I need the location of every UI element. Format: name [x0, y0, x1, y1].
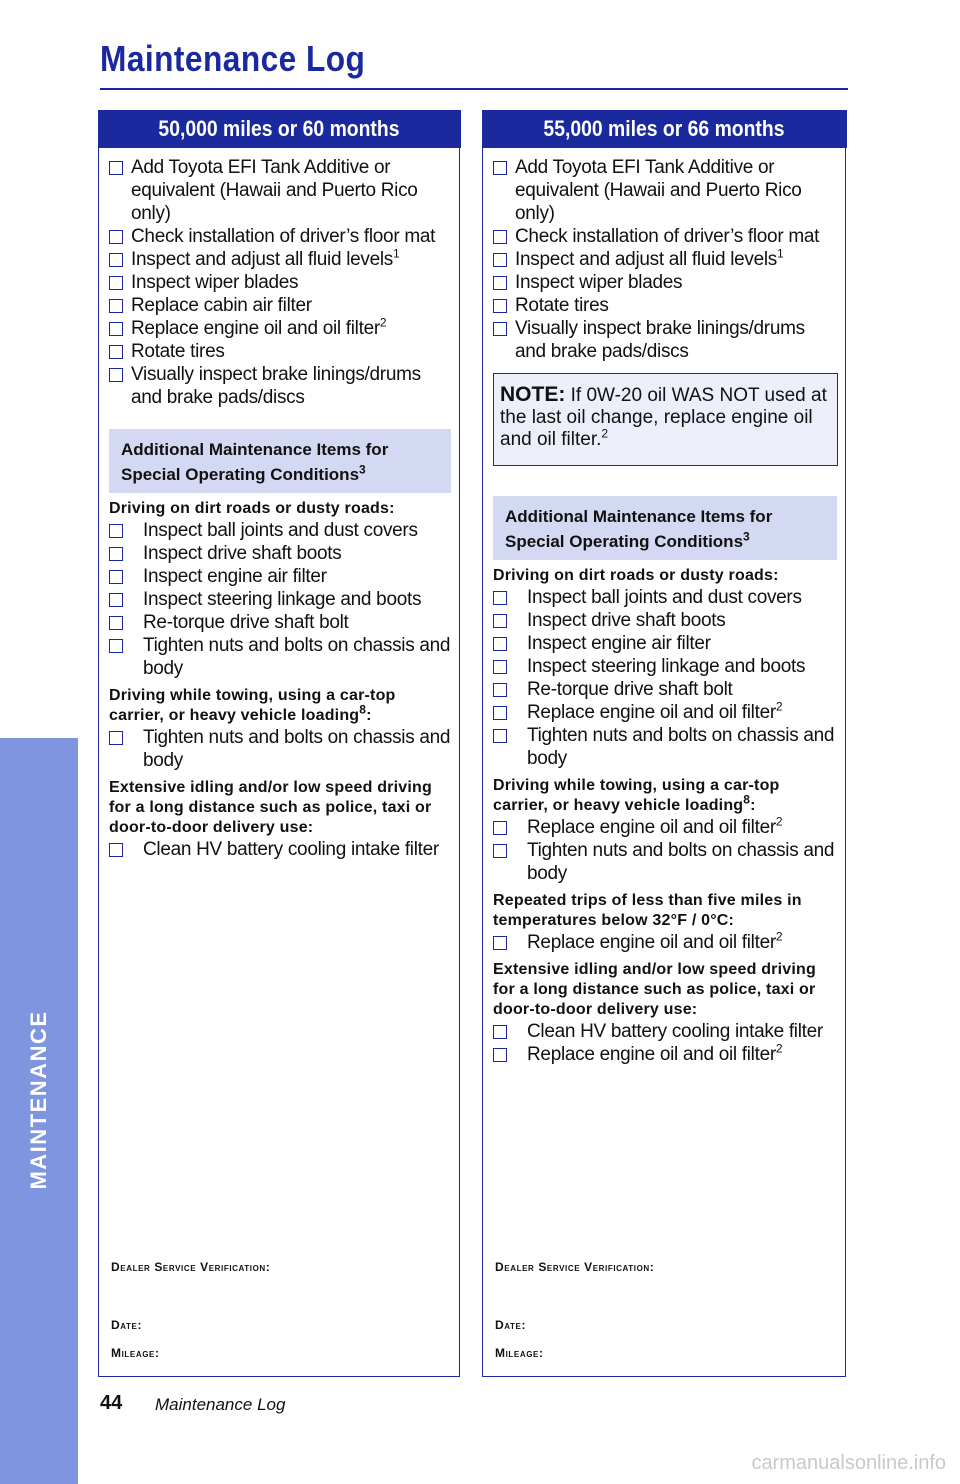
right-task-list — [493, 156, 837, 363]
left-mileage-label: Mileage: — [111, 1346, 160, 1360]
condition-task-list — [109, 838, 451, 861]
condition-heading: Driving while towing, using a car-top carrier, or heavy vehicle loading$^8$: — [493, 777, 780, 814]
checklist-item — [109, 340, 451, 363]
checkbox[interactable] — [109, 639, 123, 653]
checklist-item — [493, 609, 837, 632]
checkbox[interactable] — [493, 844, 507, 858]
checklist-item — [109, 519, 451, 542]
checklist-item-text: Replace engine oil and oil filter — [527, 702, 776, 723]
checklist-item — [109, 294, 451, 317]
condition-heading: Driving while towing, using a car-top carrier, or heavy vehicle loading$^8$: — [109, 687, 396, 724]
checkbox[interactable] — [493, 253, 507, 267]
right-date-label: Date: — [495, 1318, 527, 1332]
title-rule — [100, 88, 848, 90]
checklist-item-text: Tighten nuts and bolts on chassis and body — [527, 840, 835, 884]
right-conditions — [493, 566, 837, 1066]
checkbox[interactable] — [109, 161, 123, 175]
checkbox[interactable] — [109, 322, 123, 336]
left-dealer-verification: Dealer Service Verification: — [111, 1260, 271, 1274]
checkbox[interactable] — [493, 230, 507, 244]
checklist-item-text: Visually inspect brake linings/drums and brake pads/discs — [515, 318, 805, 362]
checklist-item — [109, 565, 451, 588]
page-title: Maintenance Log — [100, 38, 366, 79]
checkbox[interactable] — [493, 637, 507, 651]
checklist-item-text: Re-torque drive shaft bolt — [143, 612, 349, 633]
condition-task-list — [493, 1020, 837, 1066]
left-additional-items-box: Additional Maintenance Items for Special Operating Conditions$^3$ — [109, 429, 451, 493]
checklist-item — [493, 632, 837, 655]
checkbox[interactable] — [493, 1048, 507, 1062]
checklist-item-text: Add Toyota EFI Tank Additive or equivalent (Hawaii and Puerto Rico only) — [131, 157, 418, 224]
checklist-item — [493, 271, 837, 294]
checklist-item-text: Replace cabin air filter — [131, 295, 312, 316]
checkbox[interactable] — [109, 345, 123, 359]
checklist-item: Replace engine oil and oil filter$^2$ — [109, 317, 451, 340]
left-column — [98, 110, 460, 1377]
checklist-item — [493, 317, 837, 363]
checklist-item-text: Check installation of driver’s floor mat — [131, 226, 436, 247]
checklist-item-text: Replace engine oil and oil filter — [131, 318, 380, 339]
checkbox[interactable] — [493, 936, 507, 950]
checkbox[interactable] — [109, 524, 123, 538]
checklist-item-text: Inspect and adjust all fluid levels — [131, 249, 393, 270]
checklist-item-text: Clean HV battery cooling intake filter — [527, 1021, 823, 1042]
checkbox[interactable] — [493, 322, 507, 336]
condition-task-list — [493, 931, 837, 954]
watermark: carmanualsonline.info — [751, 1452, 946, 1474]
right-additional-items-box: Additional Maintenance Items for Special Operating Conditions$^3$ — [493, 496, 837, 560]
checklist-item-text: Inspect engine air filter — [143, 566, 327, 587]
checklist-item-text: Inspect wiper blades — [515, 272, 683, 293]
checklist-item-text: Rotate tires — [131, 341, 225, 362]
checklist-item-text: Tighten nuts and bolts on chassis and body — [143, 635, 451, 679]
checkbox[interactable] — [493, 706, 507, 720]
condition-heading: Extensive idling and/or low speed driving for a long distance such as police, taxi or door-to-door delivery use: — [109, 779, 432, 836]
checkbox[interactable] — [109, 299, 123, 313]
condition-heading: Driving on dirt roads or dusty roads: — [109, 500, 395, 517]
left-task-list — [109, 156, 451, 409]
checklist-item-text: Inspect ball joints and dust covers — [143, 520, 418, 541]
checkbox[interactable] — [109, 547, 123, 561]
checkbox[interactable] — [493, 821, 507, 835]
checklist-item — [493, 586, 837, 609]
checklist-item-text: Add Toyota EFI Tank Additive or equivalent (Hawaii and Puerto Rico only) — [515, 157, 802, 224]
checklist-item: Replace engine oil and oil filter$^2$ — [493, 816, 837, 839]
condition-task-list — [109, 726, 451, 772]
checkbox[interactable] — [493, 729, 507, 743]
right-column-header: 55,000 miles or 66 months — [482, 110, 847, 148]
checklist-item — [109, 726, 451, 772]
checkbox[interactable] — [109, 368, 123, 382]
condition-task-list — [109, 519, 451, 680]
checklist-item — [493, 724, 837, 770]
checkbox[interactable] — [109, 843, 123, 857]
checkbox[interactable] — [109, 593, 123, 607]
condition-heading: Extensive idling and/or low speed driving for a long distance such as police, taxi or door-to-door delivery use: — [493, 961, 816, 1018]
checklist-item — [109, 542, 451, 565]
checklist-item-text: Inspect drive shaft boots — [143, 543, 342, 564]
condition-task-list — [493, 816, 837, 885]
checklist-item-text: Visually inspect brake linings/drums and brake pads/discs — [131, 364, 421, 408]
page-number: 44 — [100, 1392, 123, 1414]
checklist-item — [109, 588, 451, 611]
checklist-item — [493, 655, 837, 678]
condition-heading: Repeated trips of less than five miles in temperatures below 32°F / 0°C: — [493, 892, 802, 929]
checklist-item-text: Replace engine oil and oil filter — [527, 817, 776, 838]
checkbox[interactable] — [493, 683, 507, 697]
right-column — [482, 110, 846, 1377]
checklist-item — [109, 156, 451, 225]
checkbox[interactable] — [109, 276, 123, 290]
checkbox[interactable] — [109, 616, 123, 630]
checkbox[interactable] — [493, 660, 507, 674]
checklist-item: Replace engine oil and oil filter$^2$ — [493, 1043, 837, 1066]
checkbox[interactable] — [493, 299, 507, 313]
checkbox[interactable] — [109, 230, 123, 244]
left-column-header: 50,000 miles or 60 months — [98, 110, 461, 148]
right-dealer-verification: Dealer Service Verification: — [495, 1260, 655, 1274]
checklist-item — [109, 611, 451, 634]
left-conditions — [109, 499, 451, 861]
checkbox[interactable] — [109, 570, 123, 584]
checklist-item — [493, 225, 837, 248]
checklist-item — [493, 294, 837, 317]
checklist-item-text: Replace engine oil and oil filter — [527, 932, 776, 953]
checklist-item-text: Inspect wiper blades — [131, 272, 299, 293]
checklist-item-text: Inspect drive shaft boots — [527, 610, 726, 631]
checklist-item-text: Inspect ball joints and dust covers — [527, 587, 802, 608]
checklist-item-text: Tighten nuts and bolts on chassis and body — [143, 727, 451, 771]
checkbox[interactable] — [493, 276, 507, 290]
checklist-item-text: Inspect steering linkage and boots — [527, 656, 806, 677]
checklist-item: Inspect and adjust all fluid levels$^1$ — [109, 248, 451, 271]
checklist-item — [109, 225, 451, 248]
right-mileage-label: Mileage: — [495, 1346, 544, 1360]
checklist-item — [493, 156, 837, 225]
checklist-item-text: Inspect steering linkage and boots — [143, 589, 422, 610]
checklist-item — [109, 838, 451, 861]
condition-task-list — [493, 586, 837, 770]
checklist-item: Replace engine oil and oil filter$^2$ — [493, 701, 837, 724]
checklist-item-text: Inspect and adjust all fluid levels — [515, 249, 777, 270]
checklist-item — [493, 1020, 837, 1043]
checklist-item-text: Check installation of driver’s floor mat — [515, 226, 820, 247]
checkbox[interactable] — [109, 253, 123, 267]
note-box: NOTE: If 0W-20 oil WAS NOT used at the last oil change, replace engine oil and oil filter.$^2$ — [493, 373, 838, 466]
condition-heading: Driving on dirt roads or dusty roads: — [493, 567, 779, 584]
checkbox[interactable] — [493, 161, 507, 175]
note-text: If 0W-20 oil WAS NOT used at the last oil change, replace engine oil and oil filter. — [500, 385, 827, 450]
checklist-item — [493, 678, 837, 701]
checklist-item — [109, 271, 451, 294]
checklist-item-text: Tighten nuts and bolts on chassis and body — [527, 725, 835, 769]
footer-label: Maintenance Log — [155, 1395, 286, 1414]
checkbox[interactable] — [493, 1025, 507, 1039]
checkbox[interactable] — [493, 614, 507, 628]
checklist-item-text: Clean HV battery cooling intake filter — [143, 839, 439, 860]
checklist-item: Replace engine oil and oil filter$^2$ — [493, 931, 837, 954]
checkbox[interactable] — [493, 591, 507, 605]
checklist-item-text: Replace engine oil and oil filter — [527, 1044, 776, 1065]
checklist-item-text: Rotate tires — [515, 295, 609, 316]
checklist-item — [109, 634, 451, 680]
note-label: NOTE: — [500, 383, 566, 406]
left-date-label: Date: — [111, 1318, 143, 1332]
checkbox[interactable] — [109, 731, 123, 745]
checklist-item-text: Re-torque drive shaft bolt — [527, 679, 733, 700]
checklist-item — [493, 839, 837, 885]
checklist-item: Inspect and adjust all fluid levels$^1$ — [493, 248, 837, 271]
checklist-item — [109, 363, 451, 409]
checklist-item-text: Inspect engine air filter — [527, 633, 711, 654]
